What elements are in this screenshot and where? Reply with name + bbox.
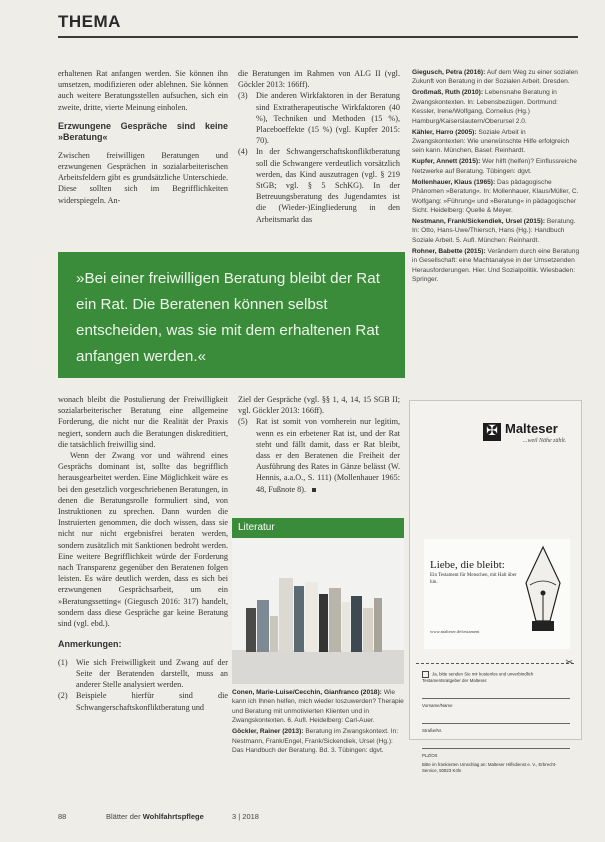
coupon-address: Bitte im frankierten Umschlag an: Malteser Hilfsdienst e. V., Erbrecht-Service, 50823 Köln (422, 762, 557, 773)
street-field[interactable] (422, 713, 570, 724)
reference-text: Wer hilft (helfen)? Einflussreiche Netzwerke auf Beratung. Tübingen: dgvt. (412, 158, 577, 175)
body-paragraph: Zwischen freiwilligen Beratungen und erzwungenen Gesprächen in sozialarbeiterischen Arbeitsfeldern gibt es grundsätzliche Unterschiede. Diese sollten sich im Begrifflichkeiten widerspiegeln. An- (58, 150, 228, 205)
section-heading: Erzwungene Gespräche sind keine »Beratung« (58, 120, 228, 143)
reference-text: Das pädagogische Phänomen »Beratung«. In: Mollenhauer, Klaus/Müller, C. Wolfgang: »Führung« und »Beratung« in pädagogischer Sicht. Heidelberg: Quelle & Meyer. (412, 178, 579, 215)
footnote-number: (5) (238, 417, 248, 427)
col1-bottom (58, 394, 228, 713)
annotation-number: (2) (58, 691, 68, 701)
annotation-text: Wie sich Freiwilligkeit und Zwang auf der Seite der Beratenden darstellt, muss an anderer Stelle analysiert werden. (76, 657, 228, 690)
references-list (412, 68, 580, 286)
brand-tagline: ...weil Nähe zählt. (523, 438, 567, 444)
footnote-item (238, 90, 400, 146)
malteser-logo (483, 421, 571, 451)
reference-author: Großmaß, Ruth (2010): (412, 89, 484, 97)
reference-text: Auf dem Weg zu einer sozialen Zukunft von Beratung in der Sozialen Arbeit. Dresden. (412, 69, 578, 86)
col1-top (58, 68, 228, 206)
footnote-item (238, 416, 400, 494)
reference-author: Kupfer, Annett (2015): (412, 158, 481, 166)
end-mark-icon (312, 488, 316, 492)
reference-author: Kähler, Harro (2005): (412, 128, 477, 136)
reference-item (412, 68, 580, 87)
maltese-cross-icon: ✠ (483, 423, 501, 441)
reference-author: Conen, Marie-Luise/Cecchin, Gianfranco (2018): (232, 689, 382, 696)
brand-name: Malteser (505, 421, 558, 436)
body-paragraph: Wenn der Zwang vor und während eines Gesprächs dominant ist, sollte das begrifflich herausgearbeitet werden. Eine Möglichkeit wäre es bei den gesetzlich vorgeschriebenen Beratungen, in denen die Beratungsrolle formuliert sind, von Instruktionen zu sprechen. Dann wurden die Instruierten genommen, die doch wissen, dass sie nicht nur nicht ergebnisfrei beraten werden, sondern zusätzlich mit Sanktionen bedroht werden. Eine weitere Begrifflichkeit würde der Forderung nach Transparenz gegenüber den Beratenen folgen leisten. Es wäre deutlich werden, dass es sich bei erzwungenen Gesprächsarbeit, um ein »Beratungssetting« (Giegusch 2016: 317) handelt, sondern dass diese Gespräche gar keine Beratung sind (vgl. ebd.). (58, 451, 228, 629)
malteser-advertisement (409, 400, 582, 773)
city-field[interactable] (422, 738, 570, 749)
body-paragraph: wonach bleibt die Postulierung der Freiwilligkeit sozialarbeiterischer Beratung eine allgemeine Forderung, die nicht nur die Realität der Praxis negiert, sondern auch die Beratungen diskreditiert, die tatsächlich freiwillig sind. (58, 395, 228, 449)
magazine-name-bold: Wohlfahrtspflege (142, 812, 204, 821)
reference-item (412, 178, 580, 216)
literature-refs (232, 688, 404, 757)
pull-quote: »Bei einer freiwilligen Beratung bleibt der Rat ein Rat. Die Beratenen können selbst entscheiden, was sie mit dem erhaltenen Rat anfangen werden.« (58, 252, 405, 378)
cut-line (416, 663, 574, 664)
col2-top (238, 68, 400, 225)
body-paragraph: Ziel der Gespräche (vgl. §§ 1, 4, 14, 15 SGB II; vgl. Göckler 2013: 166ff). (238, 395, 400, 416)
coupon-checkbox-label: Ja, bitte senden Sie mir kostenlos und unverbindlich Testamentsratgeber der Malteser. (422, 671, 534, 683)
footnote-text: Die anderen Wirkfaktoren in der Beratung sind Extratherapeutische Wirkfaktoren (40 %), Techniken und Methoden (15 %), Placeboeffekte (15 %) (vgl. Kupfer 2015: 70). (256, 91, 400, 146)
annotation-item (58, 657, 228, 691)
ad-url: www.malteser.de/testament (430, 629, 480, 634)
name-field-label: Vorname/Name (422, 703, 453, 708)
literature-box (232, 518, 404, 684)
order-coupon (422, 671, 570, 774)
books-photo-icon (232, 538, 404, 684)
annotation-item (58, 690, 228, 712)
city-field-label: PLZ/Ort (422, 753, 438, 758)
literature-heading: Literatur (232, 518, 404, 538)
name-field[interactable] (422, 688, 570, 699)
body-paragraph: die Beratungen im Rahmen von ALG II (vgl. Göckler 2013: 166ff). (238, 69, 400, 90)
annotation-number: (1) (58, 657, 68, 667)
footnote-text: In der Schwangerschaftskonfliktberatung soll die Schwangere verdeutlich vorsätzlich werden, das Kind auszutragen (vgl. § 219 StGB; vgl. § 5 SchKG). In der Betreuungsberatung des Jugendamtes ist die (Wieder-)Eingliederung in den Arbeitsmarkt das (256, 147, 400, 224)
reference-item (412, 128, 580, 156)
page-number: 88 (58, 812, 67, 821)
testament-card (424, 539, 570, 649)
reference-author: Mollenhauer, Klaus (1965): (412, 178, 496, 186)
reference-text: Wie kann ich Ihnen helfen, mich wieder loszuwerden? Therapie und Beratung mit unmotivierten Klienten und in Zwangskontexten. 6. Aufl. Heidelberg: Carl-Auer. (232, 689, 404, 725)
issue-number: 3 | 2018 (232, 812, 259, 821)
ad-subline: Ein Testament für Menschen, mit Halt über hin. (430, 573, 517, 585)
reference-author: Giegusch, Petra (2016): (412, 69, 486, 76)
reference-item (412, 247, 580, 285)
scissors-icon: ✂ (565, 657, 573, 667)
col2-bottom (238, 394, 400, 495)
section-title: THEMA (58, 12, 121, 31)
reference-text: Beratung im Zwangskontext. In: Nestmann, Frank/Engel, Frank/Sickendiek, Ursel (Hg.): Das Handbuch der Beratung. Bd. 3. Tübingen: dgvt. (232, 728, 399, 755)
reference-author: Rohner, Babette (2015): (412, 247, 486, 255)
intro-paragraph: erhaltenen Rat anfangen werden. Sie können ihn umsetzen, modifizieren oder ablehnen. Sie können auch weitere Beratungsstellen aufsuchen, sich ein zweite, dritte, vierte Meinung einholen. (58, 69, 228, 112)
reference-item (412, 157, 580, 176)
fountain-pen-icon (520, 543, 566, 633)
reference-text: Lebensnahe Beratung in Zwangskontexten. In: Lebensbezügen. Dortmund: Kessler, Irene/Wolfgang, Cornelius (Hg.) Hamburg/Kaiserslautern/Oberursel 2.0. (412, 89, 558, 125)
header-rule (58, 36, 578, 38)
footnote-block (256, 416, 400, 494)
reference-item (232, 727, 404, 755)
street-field-label: Straße/Nr. (422, 728, 443, 733)
footnote-number: (3) (238, 91, 248, 101)
reference-author: Göckler, Rainer (2013): (232, 728, 304, 736)
reference-item (412, 217, 580, 245)
reference-item (412, 88, 580, 126)
footnote-text: Rat ist somit von vornherein nur legitim, wenn es ein erbetener Rat ist, und der Rat steht und fällt damit, dass er Rat bleibt, dass er den Beratenen die Freiheit der Ausführung des Rates in Gänze belässt (W. Hennis, a.a.O., S. 111) (Mollenhauer 1965: 48, Fußnote 8). (256, 417, 400, 494)
reference-text: Soziale Arbeit in Zwangskontexten: Wie unerwünschte Hilfe erfolgreich sein kann. München, Basel: Reinhardt. (412, 128, 570, 155)
coupon-checkbox[interactable] (422, 671, 429, 678)
reference-item (232, 688, 404, 726)
reference-text: Verändern durch eine Beratung in Gesellschaft: eine Machtanalyse in der Umsetzenden Herausforderungen. Hier. Und Sozialpolitik. Wiesbaden: Springer. (412, 247, 580, 284)
annotations-heading: Anmerkungen: (58, 639, 122, 650)
ad-headline: Liebe, die bleibt: (430, 559, 505, 571)
reference-text: Beratung. In: Otto, Hans-Uwe/Thiersch, Hans (Hg.): Handbuch Soziale Arbeit. 5. Aufl. München: Reinhardt. (412, 218, 576, 244)
reference-author: Nestmann, Frank/Sickendiek, Ursel (2015): (412, 218, 546, 226)
magazine-name (106, 812, 204, 821)
magazine-name-prefix: Blätter der (106, 812, 143, 821)
footnote-item (238, 146, 400, 224)
coupon-checkbox-row (422, 671, 570, 684)
footnote-number: (4) (238, 147, 248, 157)
annotation-text: Beispiele hierfür sind die Schwangerschaftskonfliktberatung und (76, 691, 228, 712)
